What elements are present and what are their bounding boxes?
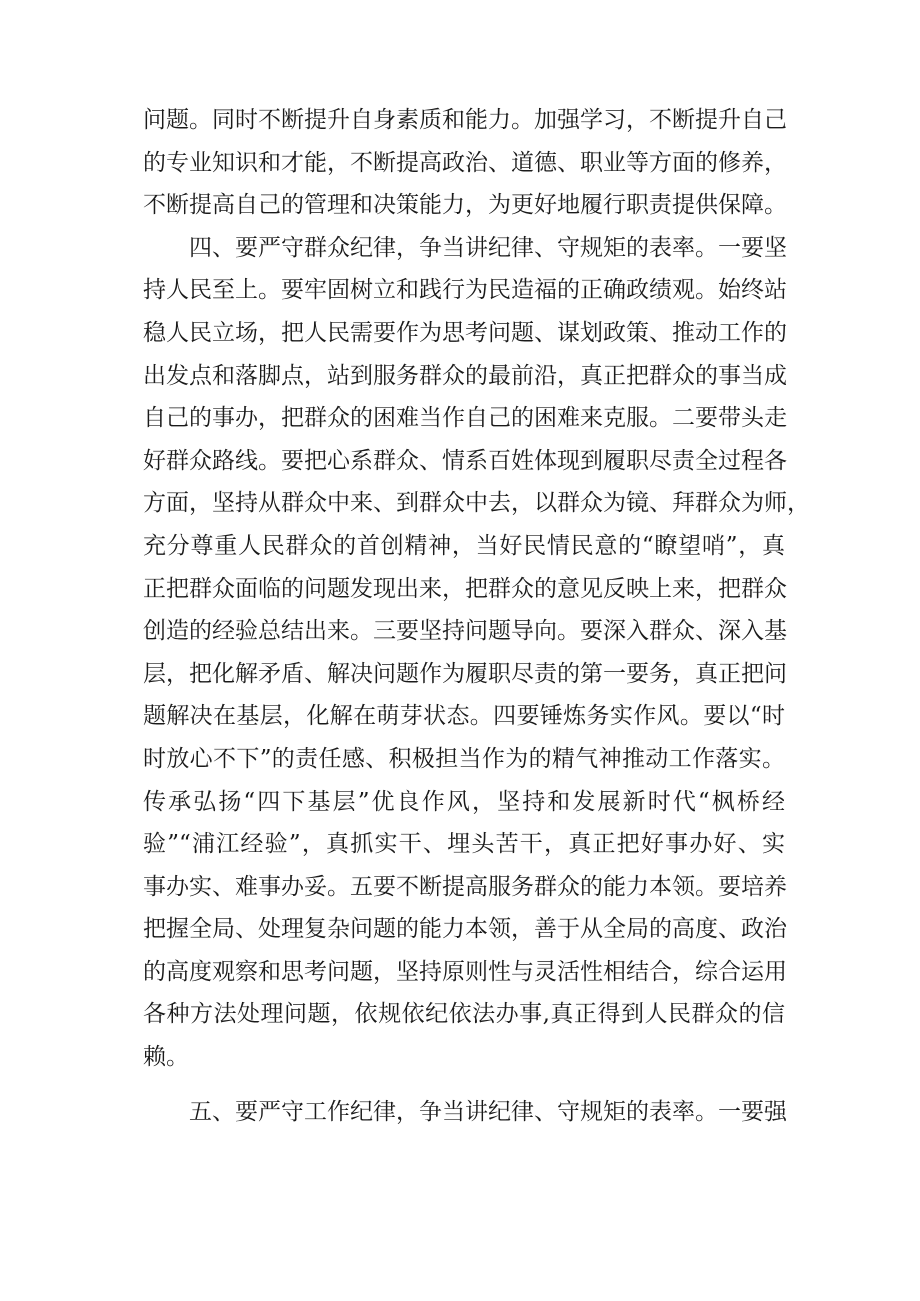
- text-line: 自己的事办，把群众的困难当作自己的困难来克服。二要带头走: [143, 405, 787, 432]
- document-body: [143, 104, 810, 1138]
- text-line: 方面，坚持从群众中来、到群众中去，以群众为镜、拜群众为师，: [143, 490, 810, 517]
- text-line: 各种方法处理问题，依规依纪依法办事,真正得到人民群众的信: [143, 1001, 785, 1028]
- text-line: 题解决在基层，化解在萌芽状态。四要锤炼务实作风。要以“时: [143, 703, 785, 730]
- text-line: 传承弘扬“四下基层”优良作风，坚持和发展新时代“枫桥经: [143, 788, 785, 815]
- text-line: 出发点和落脚点，站到服务群众的最前沿，真正把群众的事当成: [143, 362, 787, 389]
- text-line: 四、要严守群众纪律，争当讲纪律、守规矩的表率。一要坚: [189, 234, 787, 261]
- text-line: 把握全局、处理复杂问题的能力本领，善于从全局的高度、政治: [143, 916, 787, 943]
- text-line: 赖。: [143, 1044, 189, 1071]
- paragraph-1: [143, 104, 785, 221]
- text-line: 稳人民立场，把人民需要作为思考问题、谋划政策、推动工作的: [143, 319, 787, 346]
- text-line: 充分尊重人民群众的首创精神，当好民情民意的“瞭望哨”，真: [143, 532, 785, 559]
- text-line: 创造的经验总结出来。三要坚持问题导向。要深入群众、深入基: [143, 618, 787, 645]
- text-line: 不断提高自己的管理和决策能力，为更好地履行职责提供保障。: [143, 192, 787, 219]
- text-line: 问题。同时不断提升自身素质和能力。加强学习，不断提升自己: [143, 107, 787, 133]
- text-line: 事办实、难事办妥。五要不断提高服务群众的能力本领。要培养: [143, 873, 787, 900]
- text-line: 正把群众面临的问题发现出来，把群众的意见反映上来，把群众: [143, 575, 787, 602]
- text-line: 好群众路线。要把心系群众、情系百姓体现到履职尽责全过程各: [143, 447, 787, 474]
- text-line: 持人民至上。要牢固树立和践行为民造福的正确政绩观。始终站: [143, 277, 787, 304]
- paragraph-3: [143, 1096, 785, 1128]
- paragraph-spacer: [143, 1084, 785, 1096]
- text-line: 时放心不下”的责任感、积极担当作为的精气神推动工作落实。: [143, 745, 785, 772]
- text-line: 的高度观察和思考问题，坚持原则性与灵活性相结合，综合运用: [143, 958, 787, 985]
- text-line: 的专业知识和才能，不断提高政治、道德、职业等方面的修养，: [143, 149, 787, 176]
- text-line: 五、要严守工作纪律，争当讲纪律、守规矩的表率。一要强: [189, 1098, 787, 1125]
- text-line: 层，把化解矛盾、解决问题作为履职尽责的第一要务，真正把问: [143, 660, 787, 687]
- text-line: 验”“浦江经验”，真抓实干、埋头苦干，真正把好事办好、实: [143, 831, 785, 858]
- paragraph-2: [143, 232, 810, 1073]
